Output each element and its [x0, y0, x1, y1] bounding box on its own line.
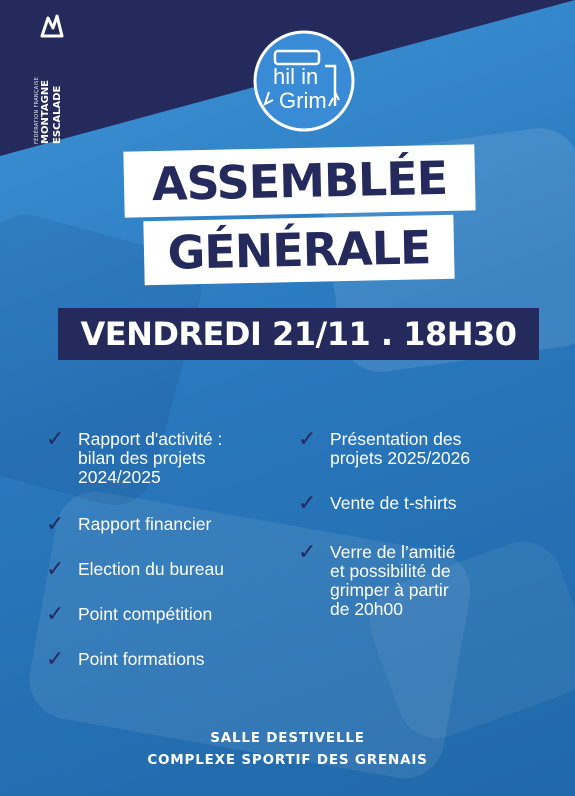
agenda-item-line: Rapport d'activité : — [78, 429, 223, 449]
agenda-item — [298, 491, 457, 516]
title-box-2 — [143, 215, 454, 285]
agenda-item — [46, 427, 223, 487]
agenda-item-text — [78, 430, 222, 487]
ffme-montagne-label: MONTAGNE — [40, 79, 51, 144]
agenda-item-line: Vente de t-shirts — [330, 493, 457, 513]
agenda-item-text — [78, 515, 211, 535]
agenda-item — [298, 427, 471, 468]
agenda-item-text — [78, 650, 204, 670]
club-logo-text-1: hil in — [273, 64, 319, 89]
check-icon: ✓ — [46, 647, 65, 672]
agenda-item — [46, 602, 213, 627]
agenda-item-line: Rapport financier — [78, 514, 212, 534]
check-icon: ✓ — [46, 512, 65, 537]
page-title-line-2: GÉNÉRALE — [167, 220, 431, 280]
agenda-item-text — [330, 494, 456, 514]
agenda-item-line: bilan des projets — [78, 448, 206, 468]
agenda-item — [298, 540, 456, 619]
agenda-item-text — [330, 430, 470, 468]
agenda-item-line: grimper à partir — [330, 580, 449, 600]
venue — [0, 727, 575, 771]
agenda-item-line: Point compétition — [78, 604, 213, 624]
agenda-item-line: de 20h00 — [330, 599, 403, 619]
agenda-item-line: Point formations — [78, 649, 205, 669]
club-logo-text-2: Grim — [279, 88, 327, 113]
agenda-item — [46, 512, 212, 537]
check-icon: ✓ — [298, 427, 317, 452]
ffme-federation-label: FÉDÉRATION FRANÇAISE — [34, 76, 40, 144]
agenda-item — [46, 557, 224, 582]
check-icon: ✓ — [46, 427, 65, 452]
agenda-item-text — [78, 560, 224, 580]
check-icon: ✓ — [46, 557, 65, 582]
event-date: VENDREDI 21/11 . 18H30 — [80, 315, 517, 353]
agenda-item-line: et possibilité de — [330, 561, 451, 581]
ffme-escalade-label: ESCALADE — [52, 85, 63, 144]
agenda-item-line: projets 2025/2026 — [330, 448, 471, 468]
agenda-item-line: Verre de l’amitié — [330, 542, 456, 562]
agenda-item-line: Election du bureau — [78, 559, 224, 579]
agenda-item-line: Présentation des — [330, 429, 462, 449]
ffme-logo-icon — [40, 12, 64, 38]
check-icon: ✓ — [298, 540, 317, 565]
date-banner — [58, 308, 539, 360]
agenda-item-text — [78, 605, 212, 625]
venue-line-2: COMPLEXE SPORTIF DES GRENAIS — [147, 752, 428, 768]
ffme-logo — [14, 6, 74, 156]
check-icon: ✓ — [46, 602, 65, 627]
agenda-item-text — [330, 543, 455, 619]
agenda-item-line: 2024/2025 — [78, 467, 161, 487]
title-box-1 — [123, 144, 475, 217]
venue-line-1: SALLE DESTIVELLE — [210, 730, 365, 746]
page-title-line-1: ASSEMBLÉE — [151, 150, 448, 212]
club-logo-icon — [253, 30, 355, 132]
agenda-item — [46, 647, 205, 672]
check-icon: ✓ — [298, 491, 317, 516]
